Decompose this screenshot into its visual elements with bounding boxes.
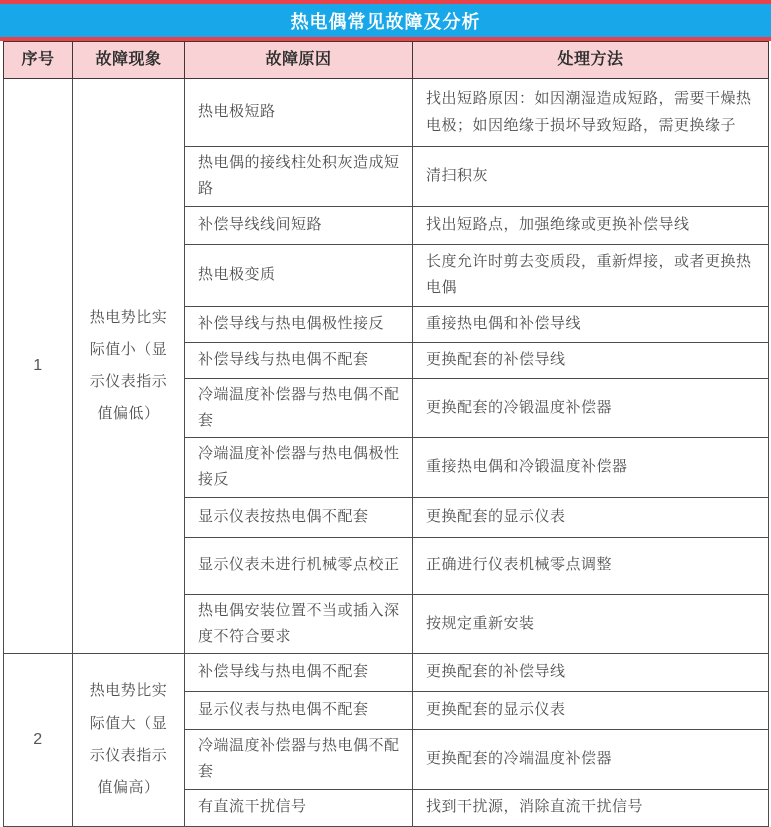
treatment-cell: 重接热电偶和补偿导线 [413, 306, 769, 342]
cause-cell: 补偿导线与热电偶不配套 [185, 342, 413, 378]
cause-cell: 显示仪表未进行机械零点校正 [185, 537, 413, 594]
treatment-cell: 更换配套的补偿导线 [413, 342, 769, 378]
table-row [4, 79, 769, 147]
treatment-cell: 更换配套的冷锻温度补偿器 [413, 378, 769, 438]
table-row [4, 654, 769, 692]
group-phenomenon: 热电势比实际值大（显示仪表指示值偏高） [73, 654, 185, 827]
cause-cell: 热电极短路 [185, 79, 413, 147]
treatment-cell: 更换配套的显示仪表 [413, 692, 769, 730]
cause-cell: 热电偶安装位置不当或插入深度不符合要求 [185, 594, 413, 654]
cause-cell: 补偿导线与热电偶不配套 [185, 654, 413, 692]
fault-table [3, 41, 769, 827]
header-row [4, 42, 769, 79]
treatment-cell: 更换配套的补偿导线 [413, 654, 769, 692]
group-no: 1 [4, 79, 73, 654]
table-title: 热电偶常见故障及分析 [290, 11, 481, 32]
cause-cell: 热电偶的接线柱处积灰造成短路 [185, 147, 413, 207]
cause-cell: 冷端温度补偿器与热电偶不配套 [185, 730, 413, 790]
cause-cell: 冷端温度补偿器与热电偶极性接反 [185, 438, 413, 498]
cause-cell: 显示仪表与热电偶不配套 [185, 692, 413, 730]
treatment-cell: 找到干扰源，消除直流干扰信号 [413, 789, 769, 826]
treatment-cell: 更换配套的显示仪表 [413, 497, 769, 537]
treatment-cell: 找出短路点，加强绝缘或更换补偿导线 [413, 206, 769, 244]
treatment-cell: 清扫积灰 [413, 147, 769, 207]
cause-cell: 热电极变质 [185, 244, 413, 306]
table-title-bar [0, 4, 771, 37]
treatment-cell: 正确进行仪表机械零点调整 [413, 537, 769, 594]
cause-cell: 显示仪表按热电偶不配套 [185, 497, 413, 537]
treatment-cell: 更换配套的冷端温度补偿器 [413, 730, 769, 790]
header-col-treatment: 处理方法 [413, 42, 769, 79]
cause-cell: 有直流干扰信号 [185, 789, 413, 826]
cause-cell: 冷端温度补偿器与热电偶不配套 [185, 378, 413, 438]
header-col-cause: 故障原因 [185, 42, 413, 79]
group-phenomenon: 热电势比实际值小（显示仪表指示值偏低） [73, 79, 185, 654]
header-col-no: 序号 [4, 42, 73, 79]
header-col-phenomenon: 故障现象 [73, 42, 185, 79]
treatment-cell: 找出短路原因：如因潮湿造成短路，需要干燥热电极；如因绝缘于损坏导致短路，需更换缘子 [413, 79, 769, 147]
treatment-cell: 长度允许时剪去变质段，重新焊接，或者更换热电偶 [413, 244, 769, 306]
cause-cell: 补偿导线与热电偶极性接反 [185, 306, 413, 342]
cause-cell: 补偿导线线间短路 [185, 206, 413, 244]
treatment-cell: 按规定重新安装 [413, 594, 769, 654]
treatment-cell: 重接热电偶和冷锻温度补偿器 [413, 438, 769, 498]
group-no: 2 [4, 654, 73, 827]
